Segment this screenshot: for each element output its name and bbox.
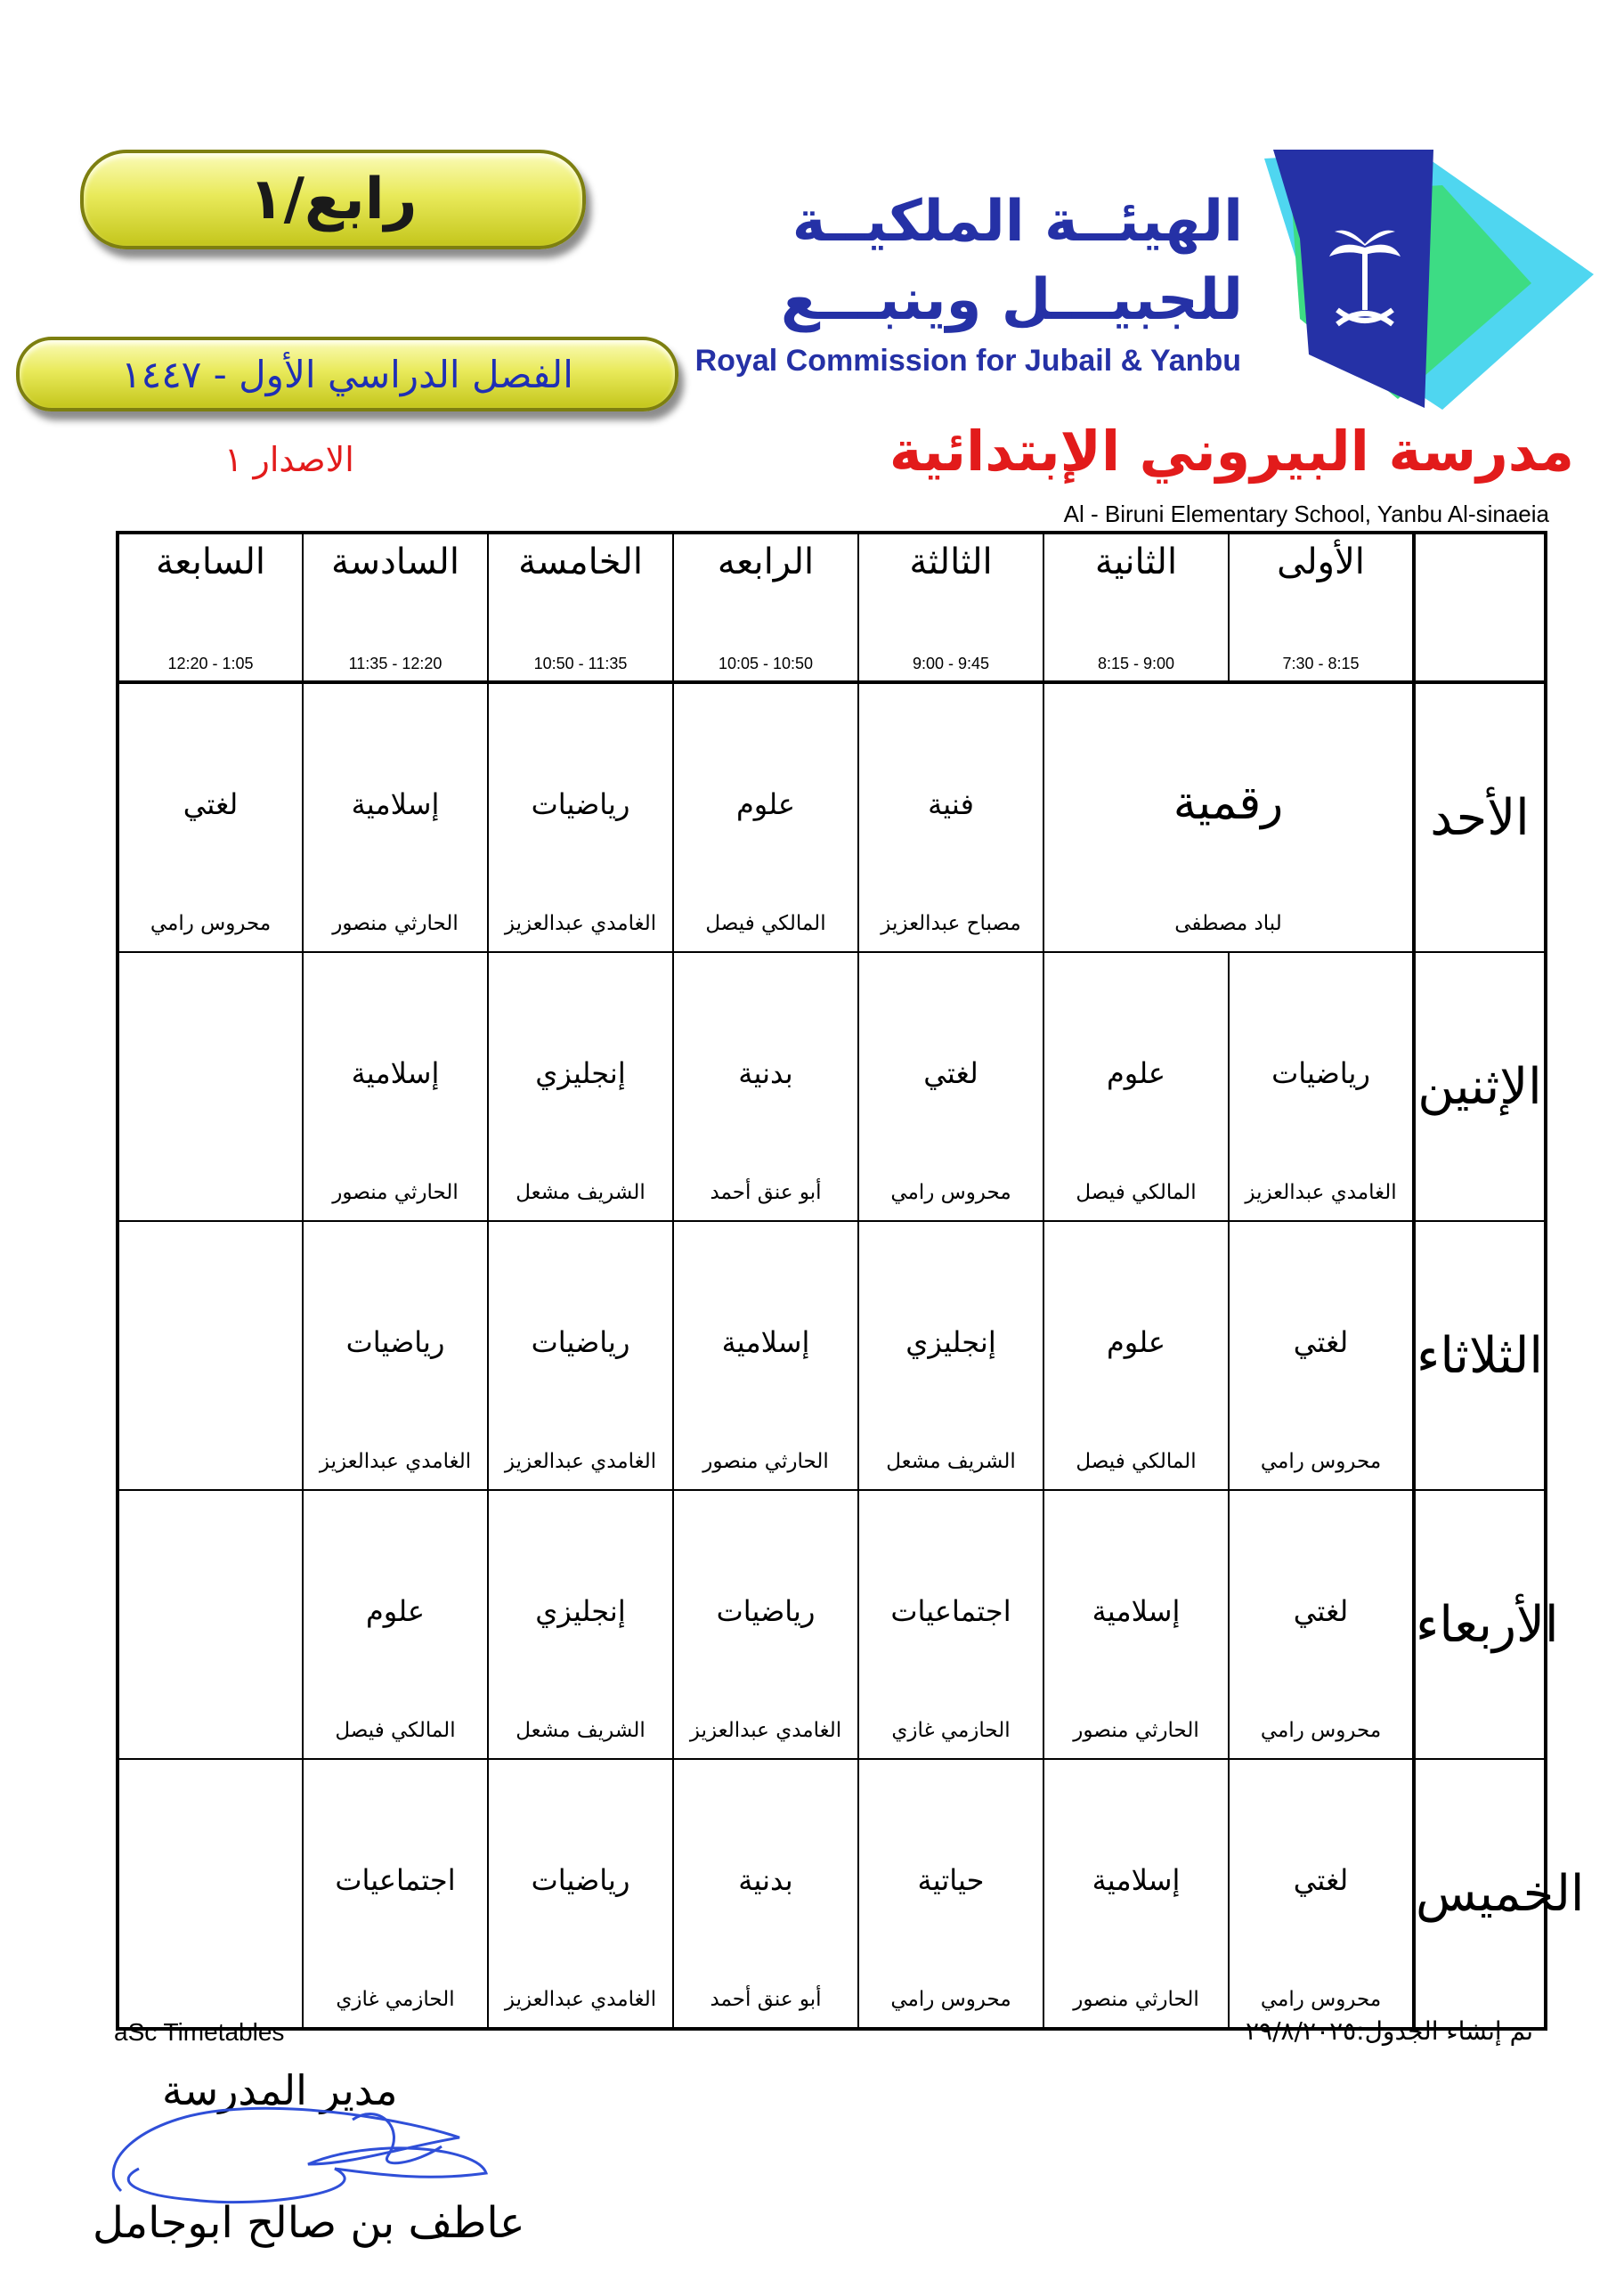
day-name: الأحد xyxy=(1430,788,1530,847)
day-cell xyxy=(1414,952,1546,1221)
lesson-teacher: الحازمي غازي xyxy=(336,1988,455,2011)
software-credit: aSc Timetables xyxy=(114,2018,285,2046)
lesson-teacher: أبو عنق أحمد xyxy=(710,1988,822,2011)
term-badge xyxy=(16,337,678,411)
period-header xyxy=(1229,533,1414,682)
principal-name: عاطف بن صالح ابوجامل xyxy=(93,2198,525,2248)
class-label: رابع/١ xyxy=(248,167,418,232)
lesson-cell xyxy=(673,1221,858,1490)
lesson-teacher: المالكي فيصل xyxy=(335,1719,456,1742)
lesson-cell xyxy=(1229,1759,1414,2029)
commission-name-en: Royal Commission for Jubail & Yanbu xyxy=(694,344,1241,378)
period-header xyxy=(488,533,673,682)
lesson-cell xyxy=(488,1759,673,2029)
period-name: الثالثة xyxy=(909,542,993,582)
day-cell xyxy=(1414,682,1546,952)
version-label: الاصدار ١ xyxy=(224,440,354,479)
day-row-thursday xyxy=(118,1759,1546,2029)
lesson-subject: إسلامية xyxy=(351,787,440,821)
period-time: 8:15 - 9:00 xyxy=(1097,655,1175,672)
lesson-cell xyxy=(303,682,488,952)
lesson-teacher: الحارثي منصور xyxy=(1073,1719,1199,1742)
lesson-subject: علوم xyxy=(365,1594,426,1628)
period-time: 10:50 - 11:35 xyxy=(533,655,628,672)
day-row-wednesday xyxy=(118,1490,1546,1759)
lesson-cell xyxy=(673,1490,858,1759)
lesson-teacher: الشريف مشعل xyxy=(886,1450,1016,1473)
lesson-teacher: محروس رامي xyxy=(1260,1719,1382,1742)
lesson-subject: إنجليزي xyxy=(535,1594,626,1628)
day-name: الإثنين xyxy=(1417,1057,1542,1116)
lesson-cell xyxy=(858,682,1043,952)
period-header xyxy=(118,533,303,682)
lesson-teacher: المالكي فيصل xyxy=(1076,1450,1197,1473)
period-name: السابعة xyxy=(155,542,266,582)
lesson-teacher: الحارثي منصور xyxy=(702,1450,829,1473)
lesson-cell xyxy=(858,1221,1043,1490)
term-label: الفصل الدراسي الأول - ١٤٤٧ xyxy=(121,352,573,396)
day-name: الخميس xyxy=(1416,1864,1585,1923)
lesson-cell xyxy=(1229,1221,1414,1490)
lesson-teacher: مصباح عبدالعزيز xyxy=(881,912,1021,935)
lesson-cell xyxy=(488,682,673,952)
lesson-teacher: لباد مصطفى xyxy=(1174,912,1282,935)
lesson-teacher: الغامدي عبدالعزيز xyxy=(504,1450,657,1473)
lesson-subject: رياضيات xyxy=(531,787,630,821)
lesson-subject: رياضيات xyxy=(531,1325,630,1359)
period-name: الثانية xyxy=(1094,542,1178,582)
commission-name-ar-line2: للجبيـــل وينبـــع xyxy=(781,267,1243,333)
school-name-en: Al - Biruni Elementary School, Yanbu Al-sinaeia xyxy=(1063,501,1549,527)
class-badge xyxy=(80,150,586,249)
lesson-cell xyxy=(118,1490,303,1759)
lesson-subject: لغتي xyxy=(1293,1325,1349,1359)
lesson-cell xyxy=(673,952,858,1221)
lesson-cell xyxy=(1229,1490,1414,1759)
lesson-teacher: الحارثي منصور xyxy=(332,912,459,935)
school-name-ar: مدرسة البيروني الإبتدائية xyxy=(889,419,1574,484)
lesson-subject: إسلامية xyxy=(1092,1594,1181,1628)
lesson-teacher: محروس رامي xyxy=(1260,1988,1382,2011)
lesson-cell xyxy=(858,1490,1043,1759)
lesson-cell xyxy=(858,1759,1043,2029)
lesson-teacher: الغامدي عبدالعزيز xyxy=(689,1719,842,1742)
period-name: الرابعه xyxy=(717,542,815,582)
lesson-subject: لغتي xyxy=(1293,1594,1349,1628)
lesson-cell xyxy=(118,682,303,952)
lesson-teacher: الغامدي عبدالعزيز xyxy=(504,912,657,935)
lesson-cell xyxy=(1229,952,1414,1221)
lesson-subject: إنجليزي xyxy=(905,1325,996,1359)
period-time: 7:30 - 8:15 xyxy=(1282,655,1360,672)
lesson-subject: رياضيات xyxy=(716,1594,816,1628)
lesson-subject: لغتي xyxy=(1293,1863,1349,1897)
lesson-subject: إسلامية xyxy=(1092,1863,1181,1897)
day-cell xyxy=(1414,1490,1559,1759)
lesson-teacher: الحارثي منصور xyxy=(332,1181,459,1204)
period-header xyxy=(673,533,858,682)
commission-name-ar-line1: الهيئــة الملكيــة xyxy=(792,189,1243,255)
timetable xyxy=(116,531,1585,2031)
lesson-cell xyxy=(118,952,303,1221)
lesson-cell xyxy=(673,682,858,952)
lesson-cell xyxy=(1043,1221,1229,1490)
lesson-cell xyxy=(303,1759,488,2029)
period-header xyxy=(303,533,488,682)
day-cell xyxy=(1414,1759,1585,2029)
lesson-subject: فنية xyxy=(928,787,974,821)
lesson-teacher: الشريف مشعل xyxy=(516,1719,646,1742)
day-cell xyxy=(1414,1221,1546,1490)
period-time: 12:20 - 1:05 xyxy=(167,655,254,672)
lesson-cell xyxy=(488,952,673,1221)
corner-cell xyxy=(1414,533,1546,682)
lesson-subject: علوم xyxy=(1106,1325,1166,1359)
lesson-teacher: الغامدي عبدالعزيز xyxy=(504,1988,657,2011)
periods-header-row xyxy=(118,533,1546,682)
lesson-subject: علوم xyxy=(735,787,796,821)
day-row-tuesday xyxy=(118,1221,1546,1490)
lesson-cell xyxy=(118,1221,303,1490)
lesson-subject: رياضيات xyxy=(531,1863,630,1897)
lesson-cell xyxy=(488,1490,673,1759)
lesson-subject: بدنية xyxy=(738,1056,793,1090)
lesson-subject: رياضيات xyxy=(1271,1056,1370,1090)
lesson-subject: حياتية xyxy=(917,1863,985,1897)
lesson-cell-double xyxy=(1043,682,1414,952)
lesson-cell xyxy=(673,1759,858,2029)
lesson-teacher: الحازمي غازي xyxy=(891,1719,1011,1742)
lesson-cell xyxy=(303,1221,488,1490)
lesson-cell xyxy=(488,1221,673,1490)
created-date: تم إنشاء الجدول:٢٩/٨/٢٠٢٥ xyxy=(1246,2016,1533,2046)
lesson-teacher: الحارثي منصور xyxy=(1073,1988,1199,2011)
period-name: الأولى xyxy=(1277,542,1365,582)
lesson-teacher: الشريف مشعل xyxy=(516,1181,646,1204)
lesson-cell xyxy=(858,952,1043,1221)
period-name: الخامسة xyxy=(518,542,643,582)
lesson-subject: رقمية xyxy=(1173,777,1284,830)
lesson-teacher: الغامدي عبدالعزيز xyxy=(1245,1181,1397,1204)
lesson-subject: رياضيات xyxy=(345,1325,445,1359)
principal-title: مدير المدرسة xyxy=(162,2066,398,2114)
lesson-cell xyxy=(303,1490,488,1759)
day-name: الثلاثاء xyxy=(1417,1326,1543,1385)
period-time: 10:05 - 10:50 xyxy=(718,655,814,672)
lesson-teacher: المالكي فيصل xyxy=(1076,1181,1197,1204)
lesson-teacher: المالكي فيصل xyxy=(705,912,826,935)
lesson-subject: إسلامية xyxy=(721,1325,810,1359)
period-name: السادسة xyxy=(331,542,459,582)
lesson-subject: لغتي xyxy=(183,787,239,821)
lesson-subject: علوم xyxy=(1106,1056,1166,1090)
lesson-subject: اجتماعيات xyxy=(335,1863,456,1897)
lesson-teacher: محروس رامي xyxy=(890,1988,1011,2011)
day-name: الأربعاء xyxy=(1416,1595,1559,1654)
royal-commission-logo-icon xyxy=(1264,150,1594,410)
lesson-teacher: الغامدي عبدالعزيز xyxy=(319,1450,472,1473)
lesson-teacher: محروس رامي xyxy=(890,1181,1011,1204)
lesson-cell xyxy=(1043,1759,1229,2029)
lesson-cell xyxy=(303,952,488,1221)
period-time: 9:00 - 9:45 xyxy=(912,655,990,672)
period-header xyxy=(858,533,1043,682)
period-time: 11:35 - 12:20 xyxy=(348,655,443,672)
lesson-teacher: أبو عنق أحمد xyxy=(710,1181,822,1204)
lesson-subject: اجتماعيات xyxy=(890,1594,1011,1628)
lesson-cell xyxy=(1043,952,1229,1221)
period-header xyxy=(1043,533,1229,682)
lesson-subject: إسلامية xyxy=(351,1056,440,1090)
lesson-cell xyxy=(1043,1490,1229,1759)
lesson-cell xyxy=(118,1759,303,2029)
day-row-sunday xyxy=(118,682,1546,952)
day-row-monday xyxy=(118,952,1546,1221)
lesson-teacher: محروس رامي xyxy=(1260,1450,1382,1473)
lesson-teacher: محروس رامي xyxy=(150,912,272,935)
lesson-subject: إنجليزي xyxy=(535,1056,626,1090)
lesson-subject: بدنية xyxy=(738,1863,793,1897)
lesson-subject: لغتي xyxy=(923,1056,978,1090)
